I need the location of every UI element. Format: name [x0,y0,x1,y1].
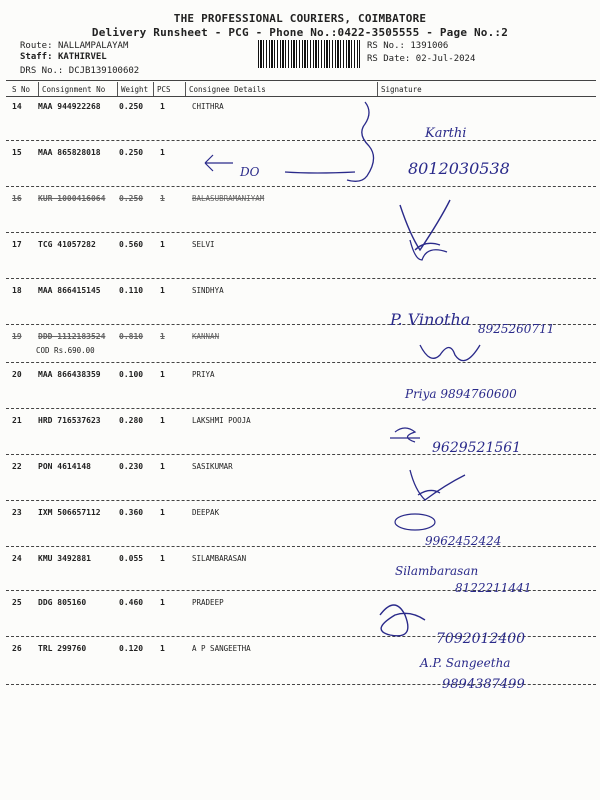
row-consignment-no: MAA 866438359 [38,370,101,379]
row-weight: 0.250 [119,102,144,111]
row-weight: 0.360 [119,508,144,517]
row-consignee: PRADEEP [192,598,224,607]
hw-row24-phone: 8122211441 [455,581,532,595]
row-consignee: SASIKUMAR [192,462,233,471]
hw-row15-ditto: DO [240,165,260,179]
row-sno: 15 [12,148,22,157]
hw-row18-phone: 8925260711 [478,322,555,336]
row-consignee: KANNAN [192,332,220,341]
sig-row22 [410,470,465,500]
row-weight: 0.120 [119,644,144,653]
row-consignee: CHITHRA [192,102,224,111]
row-pcs: 1 [160,416,165,425]
row-consignment-no: MAA 866415145 [38,286,101,295]
row-weight: 0.100 [119,370,144,379]
row-consignee: SINDHYA [192,286,224,295]
sig-row23 [395,514,435,530]
row-consignment-no: KUR 1000416064 [38,194,106,203]
row-sno: 26 [12,644,22,653]
row-consignment-no: KMU 3492881 [38,554,91,563]
col-header-consignment: Consignment No [42,85,106,94]
row-sno: 18 [12,286,22,295]
sig-row25 [380,605,425,636]
row-consignee: A P SANGEETHA [192,644,251,653]
row-sno: 25 [12,598,22,607]
hw-row21-phone: 9629521561 [432,440,522,456]
row-consignee: DEEPAK [192,508,220,517]
rs-no-label: RS No.: [367,41,405,51]
row-weight: 0.110 [119,286,144,295]
row-weight: 0.810 [119,332,144,341]
row-pcs: 1 [160,370,165,379]
row-pcs: 1 [160,194,165,203]
row-pcs: 1 [160,598,165,607]
row-consignment-no: TRL 299760 [38,644,87,653]
row-sno: 24 [12,554,22,563]
hw-row15-phone: 8012030538 [408,159,510,178]
hw-row18-name: P. Vinotha [390,310,471,329]
route-label: Route: [20,41,53,51]
row-weight: 0.250 [119,148,144,157]
row-cod-amount: COD Rs.690.00 [36,346,95,355]
hw-row14-name: Karthi [425,126,467,141]
row-weight: 0.230 [119,462,144,471]
col-header-signature: Signature [381,85,422,94]
sig-row16 [400,200,450,250]
row-consignment-no: HRD 716537623 [38,416,101,425]
row-consignee: LAKSHMI POOJA [192,416,251,425]
company-title: THE PROFESSIONAL COURIERS, COIMBATORE [173,12,427,25]
row-weight: 0.280 [119,416,144,425]
drs-label: DRS No.: [20,66,64,76]
row-pcs: 1 [160,508,165,517]
row-consignment-no: TCG 41057282 [38,240,96,249]
sig-row21 [390,428,420,442]
row-consignment-no: MAA 944922268 [38,102,101,111]
runsheet-subtitle: Delivery Runsheet - PCG - Phone No.:0422-3505555 - Page No.:2 [91,26,509,39]
row-consignment-no: MAA 865828018 [38,148,101,157]
col-header-consignee: Consignee Details [189,85,266,94]
staff-value: KATHIRVEL [57,52,107,62]
rs-date-label: RS Date: [367,54,411,64]
hw-row24-name: Silambarasan [395,564,479,578]
row-sno: 19 [12,332,22,341]
hw-row23-phone: 9962452424 [425,534,502,548]
row-pcs: 1 [160,148,165,157]
row-sno: 21 [12,416,22,425]
staff-label: Staff: [20,52,53,62]
row-consignment-no: IXM 506657112 [38,508,101,517]
row-weight: 0.460 [119,598,144,607]
route-value: NALLAMPALAYAM [57,41,129,51]
row-pcs: 1 [160,644,165,653]
rs-no-value: 1391006 [410,41,449,51]
row-consignment-no: DDG 805160 [38,598,87,607]
hw-row26-phone: 9894387499 [442,677,525,692]
row-pcs: 1 [160,554,165,563]
row-sno: 14 [12,102,22,111]
brace-stroke [347,102,374,181]
col-header-weight: Weight [121,85,149,94]
row-weight: 0.250 [119,194,144,203]
row-consignee: BALASUBRAMANIYAM [192,194,265,203]
hw-row25-phone: 7092012400 [436,631,526,647]
row-weight: 0.560 [119,240,144,249]
row-consignment-no: DDD 1112183524 [38,332,106,341]
hw-row20-phone: Priya 9894760600 [405,387,517,401]
row-weight: 0.055 [119,554,144,563]
row-pcs: 1 [160,240,165,249]
row-pcs: 1 [160,286,165,295]
col-header-pcs: PCS [157,85,171,94]
row-sno: 23 [12,508,22,517]
row-consignee: PRIYA [192,370,215,379]
row-consignment-no: PON 4614148 [38,462,91,471]
row-sno: 16 [12,194,22,203]
sig-row19 [420,345,480,361]
hw-row26-name: A.P. Sangeetha [420,656,511,670]
arrow-stroke [205,155,233,171]
row-consignee: SELVI [192,240,215,249]
row-sno: 20 [12,370,22,379]
rs-date-value: 02-Jul-2024 [415,54,476,64]
row-sno: 17 [12,240,22,249]
row-consignee: SILAMBARASAN [192,554,247,563]
row-sno: 22 [12,462,22,471]
row-pcs: 1 [160,462,165,471]
col-header-sno: S No [12,85,31,94]
drs-value: DCJB139100602 [68,66,140,76]
row-pcs: 1 [160,102,165,111]
row-pcs: 1 [160,332,165,341]
